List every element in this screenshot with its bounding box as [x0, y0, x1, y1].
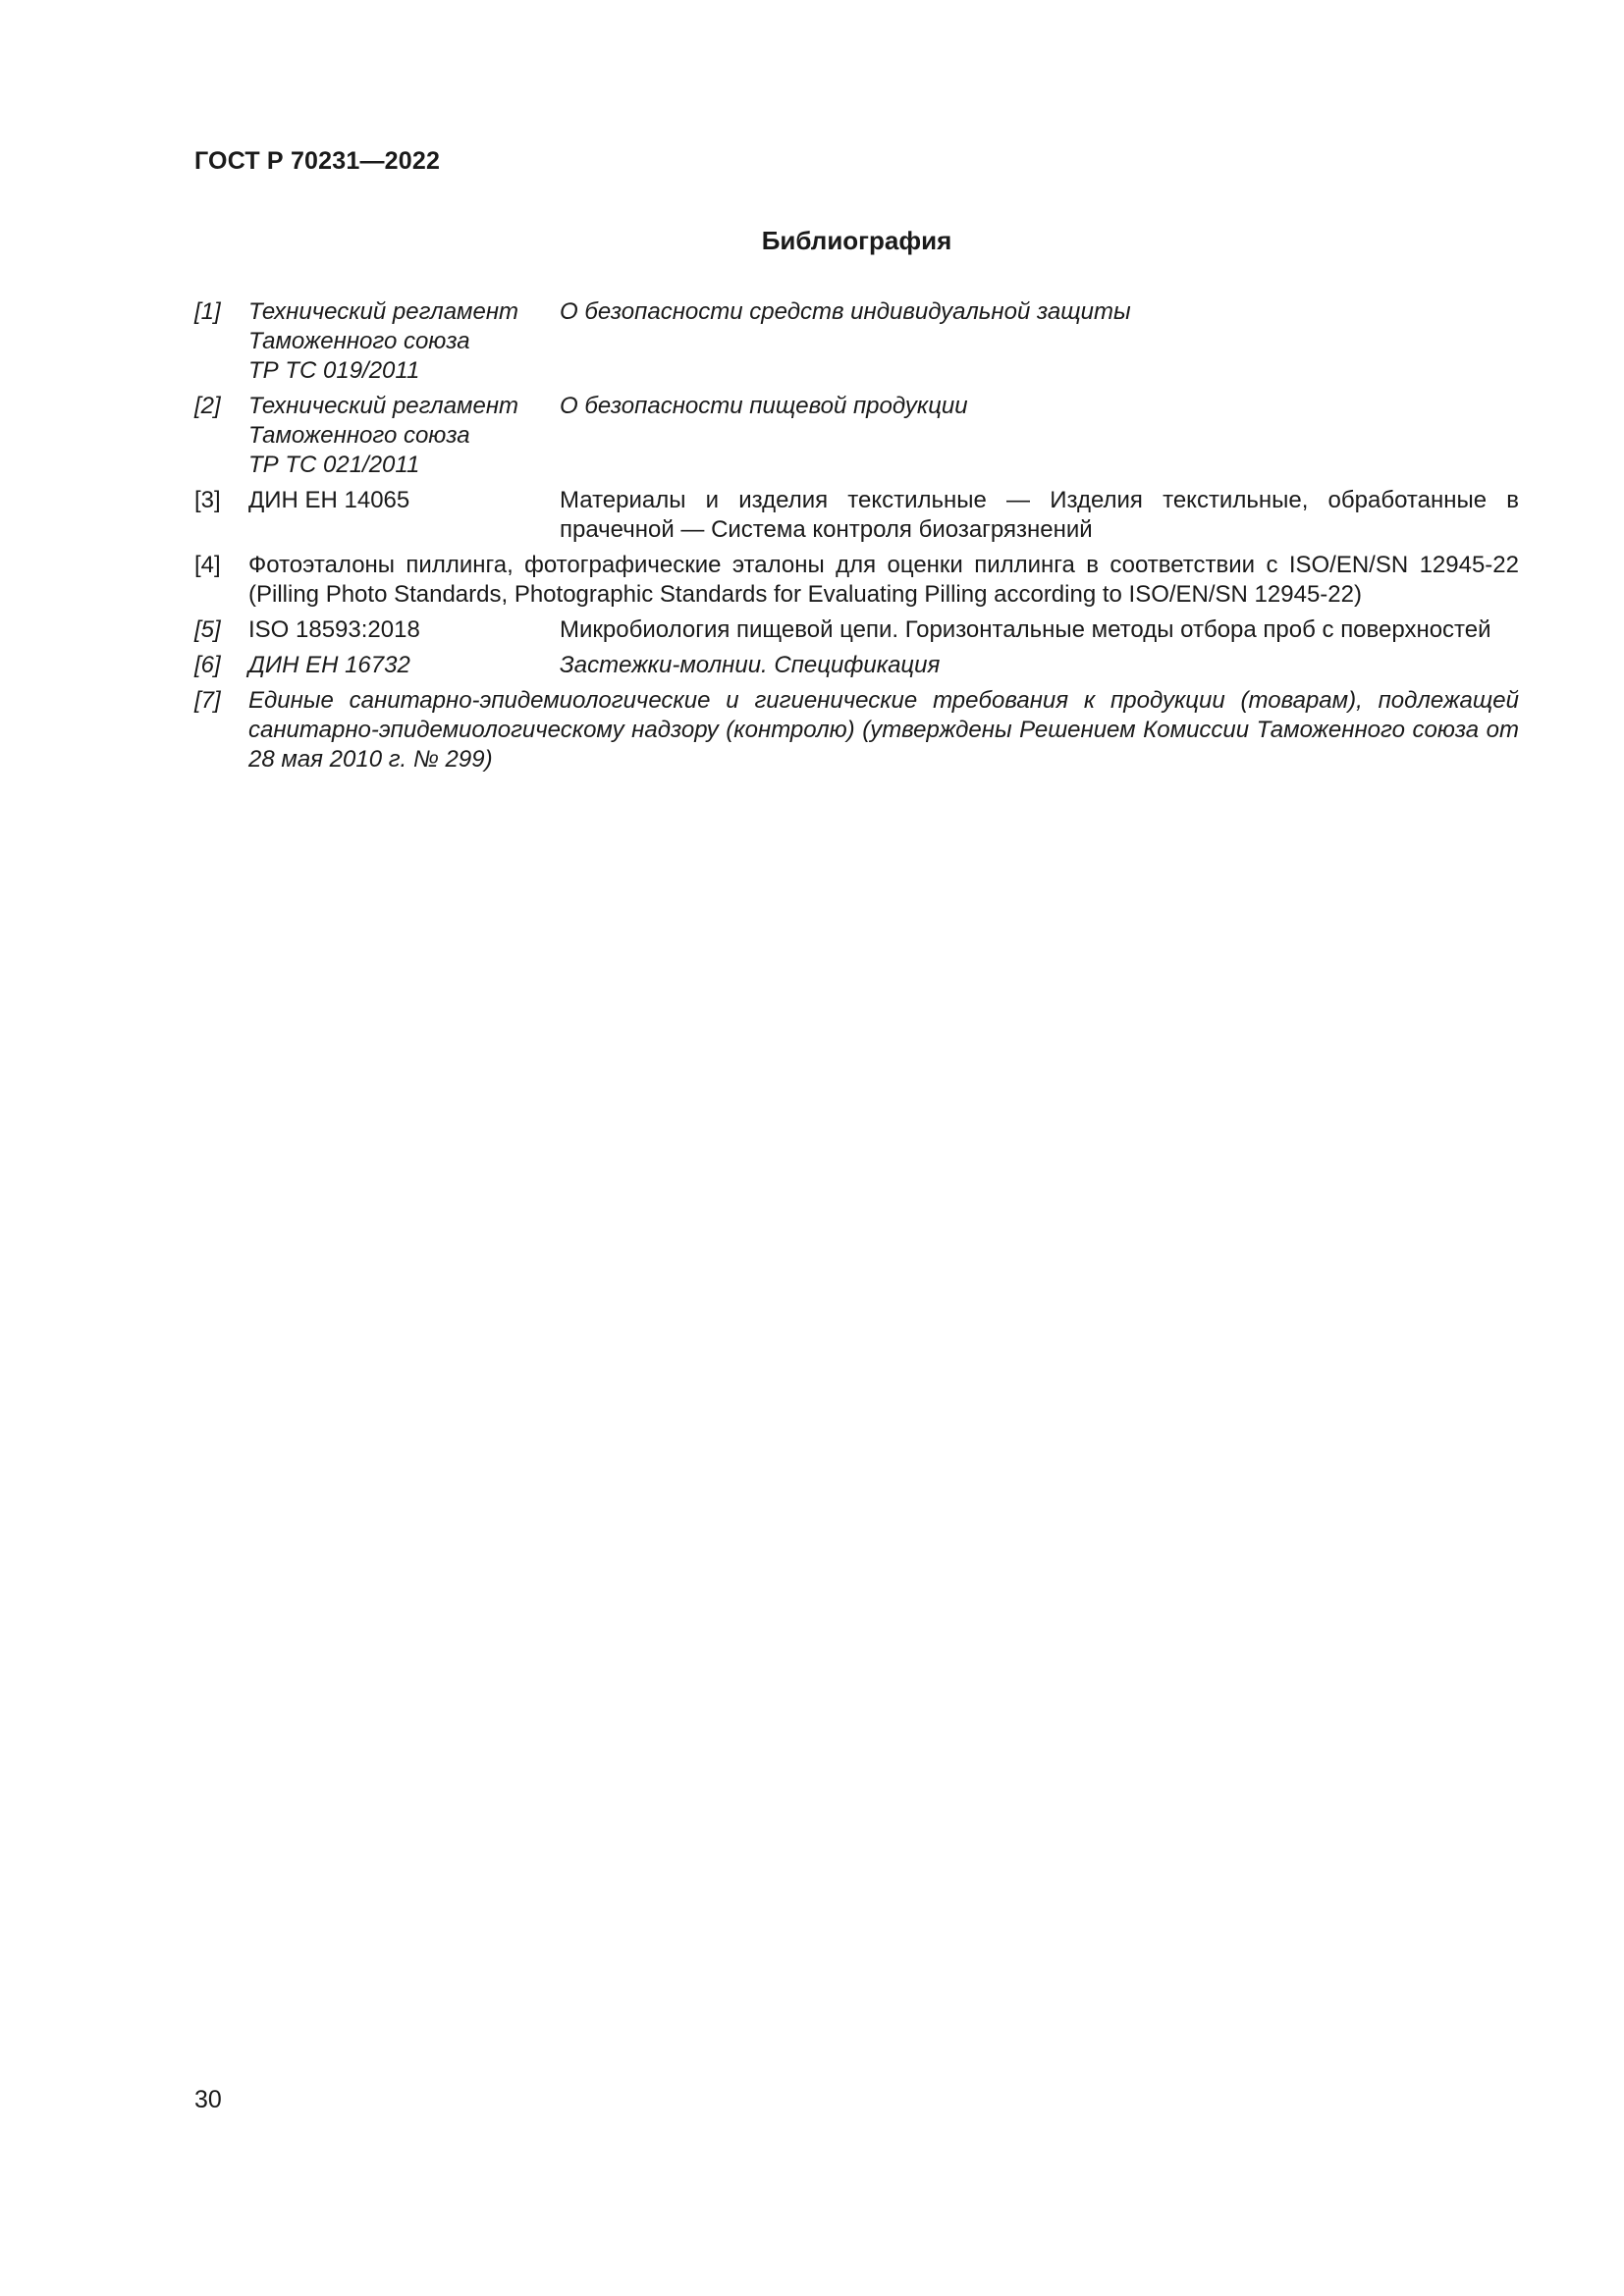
entry-number: [2] [194, 393, 221, 419]
entry-number: [6] [194, 652, 221, 678]
document-id-header: ГОСТ Р 70231—2022 [194, 147, 441, 175]
entry-reference-line: Таможенного союза [248, 328, 470, 354]
entry-title: Микробиология пищевой цепи. Горизонтальные методы отбора проб с поверхностей [560, 616, 1491, 643]
bibliography-list [194, 297, 1519, 780]
entry-text: Фотоэталоны пиллинга, фотографические эталоны для оценки пиллинга в соответствии с ISO/EN/SN 12945-22 (Pilling Photo Standards, Photographic Standards for Evaluating Pilling according to ISO/EN/SN 12945-22) [248, 552, 1519, 608]
entry-reference [248, 486, 560, 545]
bibliography-entry-4 [194, 551, 1519, 610]
entry-number: [1] [194, 298, 221, 325]
page-number: 30 [194, 2086, 222, 2113]
entry-reference [248, 392, 560, 480]
entry-number: [7] [194, 687, 221, 714]
entry-reference-line: ТР ТС 019/2011 [248, 357, 420, 384]
entry-title: Застежки-молнии. Спецификация [560, 652, 941, 678]
bibliography-entry-3 [194, 486, 1519, 545]
entry-text: Единые санитарно-эпидемиологические и гигиенические требования к продукции (товарам), подлежащей санитарно-эпидемиологическому надзору (контролю) (утверждены Решением Комиссии Таможенного союза от 28 мая 2010 г. № 299) [248, 687, 1519, 773]
entry-reference-line: Технический регламент [248, 393, 519, 419]
bibliography-entry-1 [194, 297, 1519, 386]
entry-reference [248, 615, 560, 645]
entry-number: [3] [194, 487, 221, 513]
entry-title: О безопасности пищевой продукции [560, 393, 968, 419]
entry-reference-line: Таможенного союза [248, 422, 470, 449]
entry-reference-line: Технический регламент [248, 298, 519, 325]
bibliography-entry-6 [194, 651, 1519, 680]
entry-reference [248, 651, 560, 680]
entry-reference-line: ДИН ЕН 16732 [248, 652, 410, 678]
bibliography-entry-2 [194, 392, 1519, 480]
bibliography-entry-7 [194, 686, 1519, 774]
entry-reference-line: ДИН ЕН 14065 [248, 487, 410, 513]
entry-reference-line: ТР ТС 021/2011 [248, 452, 420, 478]
section-title: Библиография [761, 226, 952, 255]
bibliography-entry-5 [194, 615, 1519, 645]
entry-reference [248, 297, 560, 386]
entry-number: [4] [194, 552, 221, 578]
entry-number: [5] [194, 616, 221, 643]
entry-title: О безопасности средств индивидуальной защиты [560, 298, 1131, 325]
entry-title: Материалы и изделия текстильные — Изделия текстильные, обработанные в прачечной — Система контроля биозагрязнений [560, 487, 1519, 543]
entry-reference-line: ISO 18593:2018 [248, 616, 420, 643]
